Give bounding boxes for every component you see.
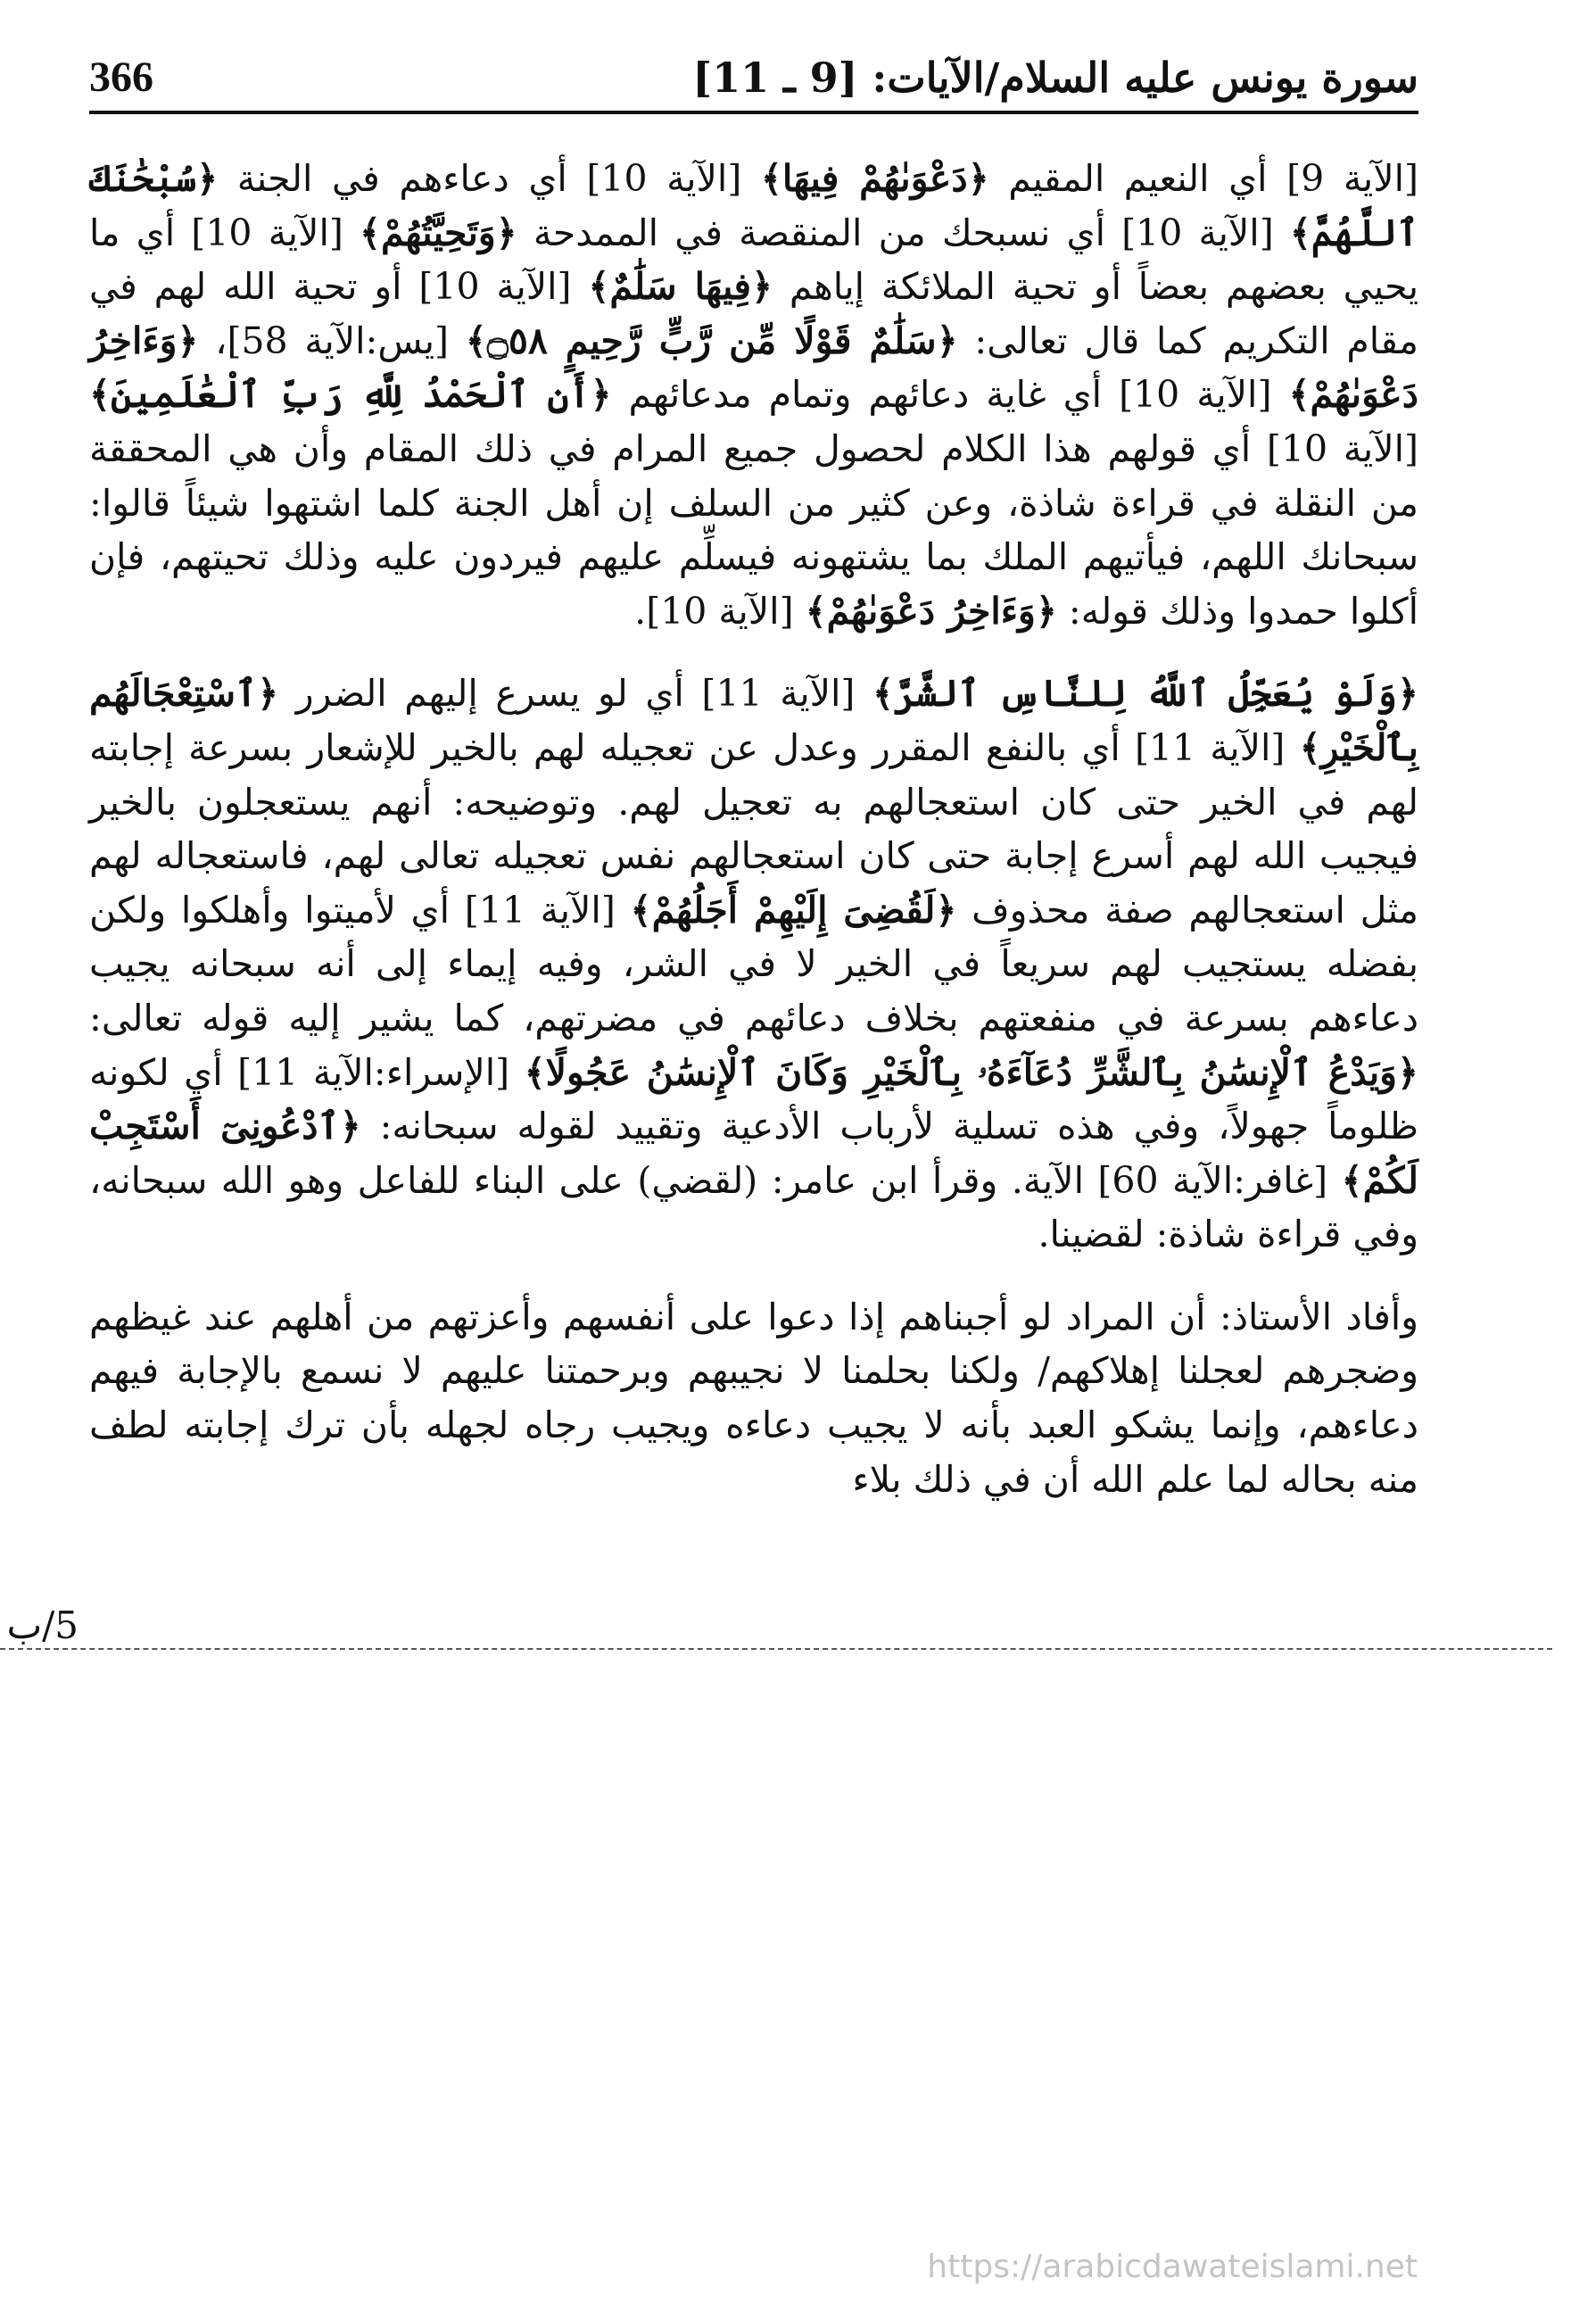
- text-run: [الآية 10] أي غاية دعائهم وتمام مدعائهم: [611, 373, 1289, 417]
- quran-quote: ﴿وَلَوْ يُعَجِّلُ ٱللَّهُ لِلنَّاسِ ٱلشَّرَّ﴾: [872, 672, 1418, 716]
- quran-quote: ﴿وَءَاخِرُ دَعْوَىٰهُمْ﴾: [805, 589, 1057, 633]
- quran-quote: ﴿سُبْحَٰنَكَ ٱللَّهُمَّ﴾: [89, 157, 1419, 254]
- text-run: [الآية 11] أي لو يسرع إليهم الضرر: [278, 672, 873, 716]
- text-run: [الآية 11] أي لأميتوا وأهلكوا ولكن بفضله يستجيب لهم سريعاً في الخير لا في الشر، وفيه إيماء إلى أنه سبحانه يجيب دعاءهم بسرعة في منفعتهم بخلاف دعائهم في مضرتهم، كما يشير إليه قوله تعالى:: [89, 888, 1418, 1040]
- text-run: [الآية 10].: [634, 589, 806, 633]
- quran-quote: ﴿دَعْوَىٰهُمْ فِيهَا﴾: [760, 157, 989, 200]
- text-run: [الآية 9] أي النعيم المقيم: [988, 157, 1418, 200]
- quran-quote: ﴿ٱدْعُونِىٓ أَسْتَجِبْ لَكُمْ﴾: [89, 1105, 1418, 1202]
- quran-quote: ﴿لَقُضِىَ إِلَيْهِمْ أَجَلُهُمْ﴾: [630, 888, 957, 932]
- page-header: [89, 46, 1418, 109]
- manuscript-folio-note: 5/ب: [6, 1603, 79, 1647]
- main-text: [89, 152, 1418, 1506]
- watermark-url: https://arabicdawateislami.net: [927, 2249, 1418, 2285]
- running-title: سورة يونس عليه السلام/الآيات: [9 ـ 11]: [692, 54, 1418, 102]
- header-rule: [89, 111, 1418, 114]
- text-run: وأفاد الأستاذ: أن المراد لو أجبناهم إذا دعوا على أنفسهم وأعزتهم من أهلهم عند غيظهم وضجرهم لعجلنا إهلاكهم/ ولكنا بحلمنا لا نجيبهم وبرحمتنا عليهم لا نسمع بالإجابة فيهم دعاءهم، وإنما يشكو العبد بأنه لا يجيب دعاءه ويجيب رجاه لجهله بأن ترك إجابته لطف منه بحاله لما علم الله أن في ذلك بلاء: [89, 1295, 1418, 1501]
- quran-quote: ﴿سَلَٰمٌ قَوْلًا مِّن رَّبٍّ رَّحِيمٍ ۝٥٨﴾: [465, 319, 958, 362]
- quran-quote: ﴿وَءَاخِرُ دَعْوَىٰهُمْ﴾: [89, 319, 1418, 417]
- paragraph-2: [89, 667, 1418, 1262]
- quran-quote: ﴿وَتَحِيَّتُهُمْ﴾: [360, 211, 517, 254]
- text-run: [الآية 10] أو تحية الله لهم في مقام التكريم كما قال تعالى:: [89, 265, 1418, 362]
- text-run: [غافر:الآية 60] الآية. وقرأ ابن عامر: (لقضي) على البناء للفاعل وهو الله سبحانه، وفي قراءة شاذة: لقضينا.: [89, 1158, 1418, 1256]
- paragraph-3: [89, 1290, 1418, 1506]
- page-number: 366: [89, 54, 153, 101]
- quran-quote: ﴿وَيَدْعُ ٱلْإِنسَٰنُ بِٱلشَّرِّ دُعَآءَهُۥ بِٱلْخَيْرِ وَكَانَ ٱلْإِنسَٰنُ عَجُولًا﴾: [524, 1050, 1418, 1094]
- text-run: [الآية 10] أي دعاءهم في الجنة: [218, 157, 761, 200]
- text-run: [الإسراء:الآية 11] أي لكونه ظلوماً جهولاً، وفي هذه تسلية لأرباب الأدعية وتقييد لقوله سبحانه:: [89, 1050, 1418, 1148]
- text-run: [الآية 10] أي ما يحيي بعضهم بعضاً أو تحية الملائكة إياهم: [89, 211, 1419, 309]
- text-run: [الآية 10] أي نسبحك من المنقصة في الممدحة: [517, 211, 1290, 254]
- paragraph-1: [89, 152, 1418, 638]
- quran-quote: ﴿فِيهَا سَلَٰمٌ﴾: [588, 265, 773, 309]
- folio-marker-rule: [0, 1648, 1552, 1650]
- quran-quote: ﴿ٱسْتِعْجَالَهُم بِٱلْخَيْرِ﴾: [89, 672, 1418, 769]
- quran-quote: ﴿أَنِ ٱلْحَمْدُ لِلَّهِ رَبِّ ٱلْعَٰلَمِينَ﴾: [89, 373, 612, 417]
- text-run: [الآية 11] أي بالنفع المقرر وعدل عن تعجيله لهم بالخير للإشعار بسرعة إجابته لهم في الخير حتى كان استعجالهم به تعجيل لهم. وتوضيحه: أنهم يستعجلون بالخير فيجيب الله لهم أسرع إجابة حتى كان استعجالهم نفس تعجيله تعالى لهم، فاستعجاله لهم مثل استعجالهم صفة محذوف: [89, 725, 1418, 932]
- text-run: [الآية 10] أي قولهم هذا الكلام لحصول جميع المرام في ذلك المقام وأن هي المحققة من النقلة في قراءة شاذة، وعن كثير من السلف إن أهل الجنة كلما اشتهوا شيئاً قالوا: سبحانك اللهم، فيأتيهم الملك بما يشتهونه فيسلِّم عليهم فيردون عليه وذلك تحيتهم، فإن أكلوا حمدوا وذلك قوله:: [89, 427, 1418, 633]
- text-run: [يس:الآية 58]،: [198, 319, 466, 362]
